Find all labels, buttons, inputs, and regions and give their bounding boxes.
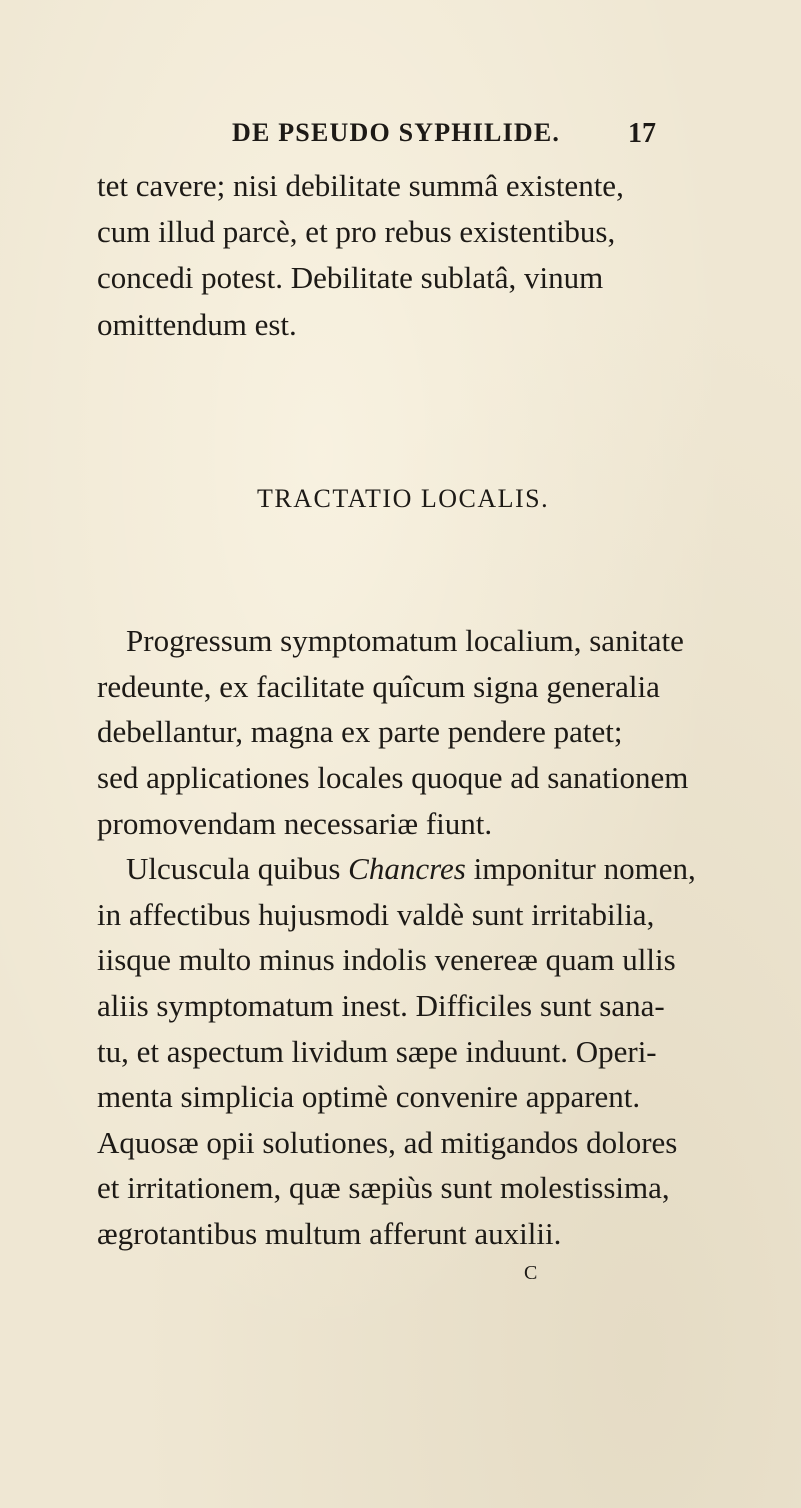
text-line: tu, et aspectum lividum sæpe induunt. Operi-: [97, 1034, 657, 1069]
running-title: DE PSEUDO SYPHILIDE.: [232, 118, 561, 147]
signature-mark: C: [524, 1262, 538, 1284]
text-line: menta simplicia optimè convenire apparent.: [97, 1079, 641, 1114]
page-number: 17: [628, 118, 656, 149]
text-line: concedi potest. Debilitate sublatâ, vinum: [97, 260, 604, 295]
italic-term: Chancres: [348, 851, 466, 886]
text-run: Ulcuscula quibus: [126, 851, 349, 886]
text-line: in affectibus hujusmodi valdè sunt irritabilia,: [97, 897, 655, 932]
text-line: cum illud parcè, et pro rebus existentibus,: [97, 214, 616, 249]
text-line: tet cavere; nisi debilitate summâ existente,: [97, 168, 624, 203]
text-line: debellantur, magna ex parte pendere patet;: [97, 714, 623, 749]
text-line: ægrotantibus multum afferunt auxilii.: [97, 1216, 562, 1251]
text-line: omittendum est.: [97, 307, 297, 342]
section-heading: TRACTATIO LOCALIS.: [257, 484, 550, 513]
text-line: aliis symptomatum inest. Difficiles sunt sana-: [97, 988, 665, 1023]
text-run: imponitur nomen,: [465, 851, 696, 886]
text-line: et irritationem, quæ sæpiùs sunt molestissima,: [97, 1170, 670, 1205]
running-head: [0, 118, 801, 158]
text-line: promovendam necessariæ fiunt.: [97, 806, 493, 841]
text-line: [126, 853, 696, 884]
text-line: Aquosæ opii solutiones, ad mitigandos dolores: [97, 1125, 678, 1160]
text-line: sed applicationes locales quoque ad sanationem: [97, 760, 689, 795]
text-line: redeunte, ex facilitate quîcum signa generalia: [97, 669, 660, 704]
text-line: iisque multo minus indolis venereæ quam ullis: [97, 942, 676, 977]
text-line: Progressum symptomatum localium, sanitate: [126, 623, 684, 658]
